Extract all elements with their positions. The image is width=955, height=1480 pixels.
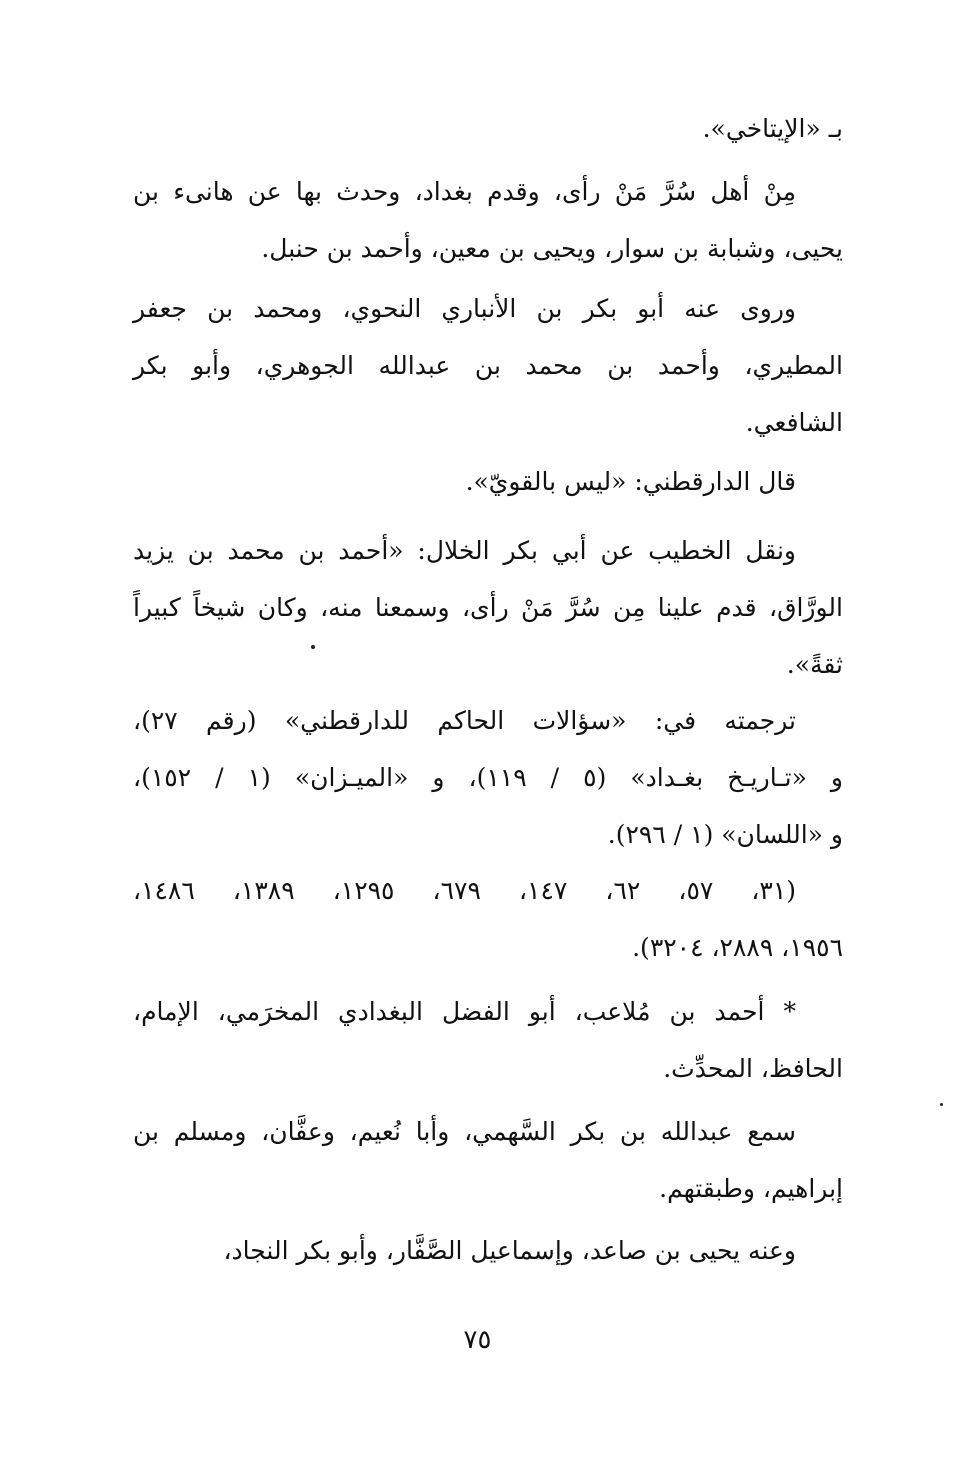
- text-line: الورَّاق، قدم علينا مِن سُرَّ مَنْ رأى، وسمعنا منه، وكان شيخاً كبيراً: [133, 593, 843, 622]
- text-line: * أحمد بن مُلاعب، أبو الفضل البغدادي المخرَمي، الإمام،: [133, 997, 796, 1026]
- text-line: الشافعي.: [745, 408, 843, 437]
- text-line: وعنه يحيى بن صاعد، وإسماعيل الصَّفَّار، وأبو بكر النجاد،: [223, 1236, 796, 1265]
- paragraph-7: [133, 862, 843, 976]
- scan-speck: [311, 645, 315, 649]
- text-line: إبراهيم، وطبقتهم.: [659, 1174, 843, 1203]
- text-line: ثقةً».: [786, 650, 843, 679]
- paragraph-10: [133, 1222, 843, 1279]
- paragraph-4: [133, 453, 843, 510]
- text-line: سمع عبدالله بن بكر السَّهمي، وأبا نُعيم، وعفَّان، ومسلم بن: [133, 1117, 796, 1146]
- paragraph-8: [133, 983, 843, 1097]
- text-line: قال الدارقطني: «ليس بالقويّ».: [465, 467, 796, 496]
- page-number: ٧٥: [463, 1325, 492, 1355]
- paragraph-6: [133, 692, 843, 863]
- text-line: وروى عنه أبو بكر بن الأنباري النحوي، ومحمد بن جعفر: [133, 294, 796, 323]
- text-line: و «اللسان» (١ / ٢٩٦).: [607, 820, 843, 849]
- paragraph-1: [133, 100, 843, 157]
- text-line: ١٩٥٦، ٢٨٨٩، ٣٢٠٤).: [632, 933, 843, 962]
- text-line: المطيري، وأحمد بن محمد بن عبدالله الجوهري، وأبو بكر: [133, 351, 843, 380]
- text-line: بـ «الإيتاخي».: [702, 114, 843, 143]
- text-line: يحيى، وشبابة بن سوار، ويحيى بن معين، وأحمد بن حنبل.: [261, 234, 843, 263]
- scan-speck: [940, 1103, 943, 1106]
- text-line: الحافظ، المحدِّث.: [663, 1054, 843, 1083]
- text-line: (٣١، ٥٧، ٦٢، ١٤٧، ٦٧٩، ١٢٩٥، ١٣٨٩، ١٤٨٦،: [133, 876, 797, 905]
- text-line: و «تـاريـخ بغـداد» (٥ / ١١٩)، و «الميـزان» (١ / ١٥٢)،: [133, 763, 843, 792]
- text-line: مِنْ أهل سُرَّ مَنْ رأى، وقدم بغداد، وحدث بها عن هانىء بن: [133, 177, 796, 206]
- paragraph-5: [133, 522, 843, 693]
- text-line: ترجمته في: «سؤالات الحاكم للدارقطني» (رقم ٢٧)،: [133, 706, 796, 735]
- paragraph-9: [133, 1103, 843, 1217]
- text-line: ونقل الخطيب عن أبي بكر الخلال: «أحمد بن محمد بن يزيد: [133, 536, 796, 565]
- paragraph-2: [133, 163, 843, 277]
- paragraph-3: [133, 280, 843, 451]
